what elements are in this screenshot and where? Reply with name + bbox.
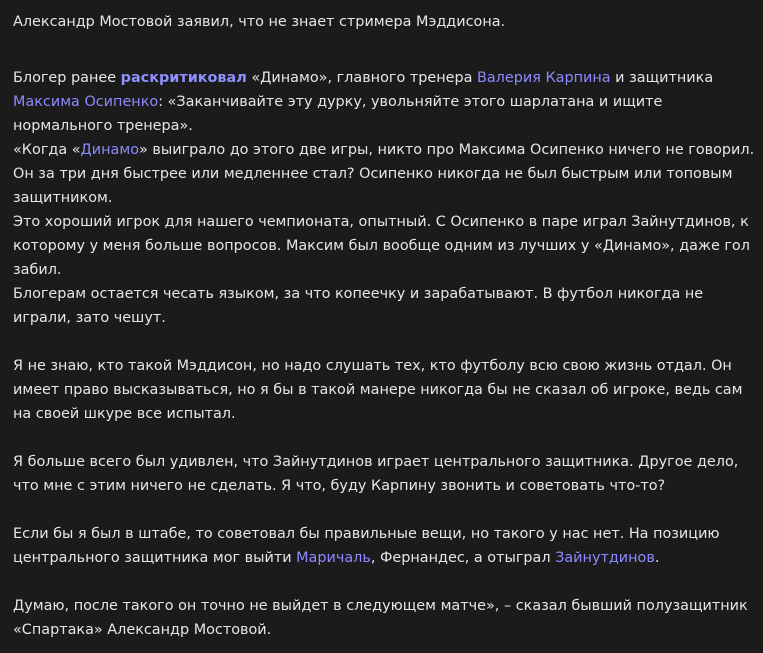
paragraph-text: «Когда « (13, 142, 81, 158)
paragraph-text: Думаю, после такого он точно не выйдет в следующем матче», – сказал бывший полузащитник «Спартака» Александр Мостовой. (13, 598, 748, 638)
paragraph-lead (13, 10, 758, 34)
paragraph-quote-zainutdinov (13, 450, 758, 498)
zainutdinov-link[interactable]: Зайнутдинов (555, 550, 655, 566)
paragraph-quote-staff (13, 522, 758, 570)
paragraph-text: , Фернандес, а отыграл (370, 550, 556, 566)
paragraph-text: Если бы я был в штабе, то советовал бы правильные вещи, но такого у нас нет. На позицию центрального защитника мог выйти (13, 526, 720, 566)
dynamo-link[interactable]: Динамо (80, 142, 140, 158)
osipenko-link[interactable]: Максима Осипенко (13, 94, 159, 110)
paragraph-text: «Динамо», главного тренера (246, 70, 477, 86)
paragraph-text: и защитника (610, 70, 714, 86)
paragraph-blogger-criticism (13, 66, 758, 138)
paragraph-quote-bloggers (13, 282, 758, 330)
paragraph-quote-dynamo (13, 138, 758, 210)
marichal-link[interactable]: Мaричаль (296, 550, 371, 566)
paragraph-quote-maddison (13, 354, 758, 426)
paragraph-text: Я не знаю, кто такой Мэддисон, но надо слушать тех, кто футболу всю свою жизнь отдал. Он имеет право высказываться, но я бы в такой манере никогда бы не сказал об игроке, ведь сам на своей шкуре все испытал. (13, 358, 743, 422)
criticized-link[interactable]: раскритиковал (120, 70, 247, 86)
paragraph-text: Блогер ранее (13, 70, 121, 86)
paragraph-quote-player (13, 210, 758, 282)
paragraph-text: » выиграло до этого две игры, никто про Максима Осипенко ничего не говорил. Он за три дня быстрее или медленнее стал? Осипенко никогда не был быстрым или топовым защитником. (13, 142, 755, 206)
paragraph-quote-closing (13, 594, 758, 642)
paragraph-text: Александр Мостовой заявил, что не знает стримера Мэддисона. (13, 14, 506, 30)
karpin-link[interactable]: Валерия Карпина (476, 70, 611, 86)
paragraph-text: Это хороший игрок для нашего чемпионата, опытный. С Осипенко в паре играл Зайнутдинов, к которому у меня больше вопросов. Максим был вообще одним из лучших у «Динамо», даже гол забил. (13, 214, 750, 278)
paragraph-text: Я больше всего был удивлен, что Зайнутдинов играет центрального защитника. Другое дело, что мне с этим ничего не сделать. Я что, буду Карпину звонить и советовать что-то? (13, 454, 739, 494)
paragraph-text: : «Заканчивайте эту дурку, увольняйте этого шарлатана и ищите нормального тренера». (13, 94, 663, 134)
paragraph-text: . (654, 550, 660, 566)
paragraph-text: Блогерам остается чесать языком, за что копеечку и зарабатывают. В футбол никогда не играли, зато чешут. (13, 286, 704, 326)
